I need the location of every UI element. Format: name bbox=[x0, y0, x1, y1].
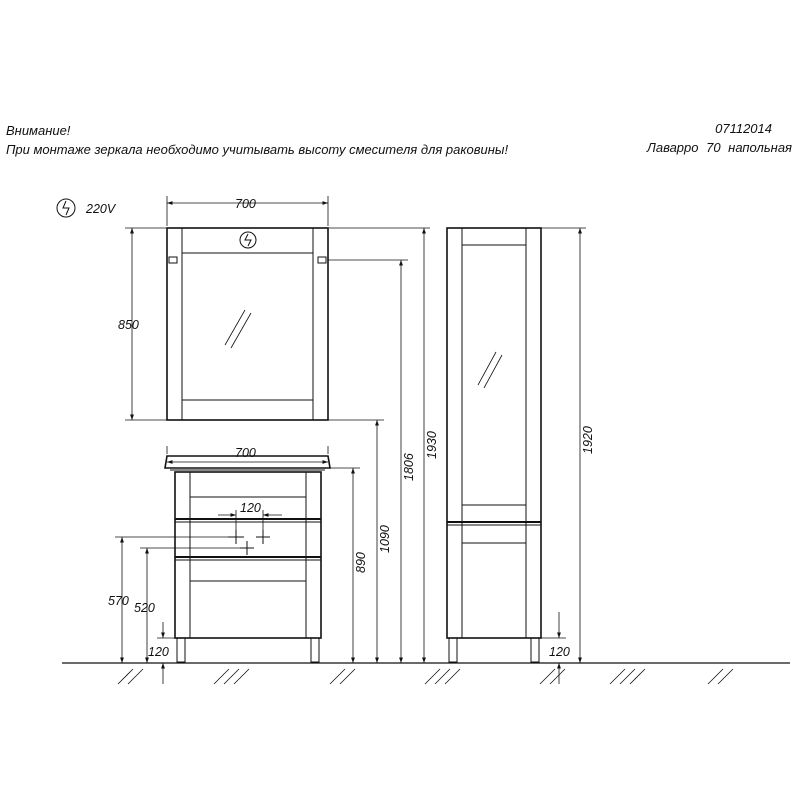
dim-outlet-570: 570 bbox=[108, 594, 129, 608]
vanity-cabinet bbox=[165, 456, 330, 662]
dim-basin-top: 1090 bbox=[378, 525, 392, 553]
dim-legs-cabinet: 120 bbox=[148, 645, 169, 659]
dim-legs-column: 120 bbox=[549, 645, 570, 659]
doc-code: 07112014 bbox=[715, 121, 772, 136]
column-cabinet bbox=[447, 228, 541, 662]
dim-mirror-width: 700 bbox=[235, 197, 256, 211]
warning-title: Внимание! bbox=[6, 123, 71, 138]
dim-outlet-520: 520 bbox=[134, 601, 155, 615]
dim-tap-spacing: 120 bbox=[240, 501, 261, 515]
mirror bbox=[167, 228, 328, 420]
dim-cabinet-height: 890 bbox=[354, 552, 368, 573]
dim-mirror-height: 850 bbox=[118, 318, 139, 332]
power-label: 220V bbox=[86, 202, 116, 216]
power-socket-icon bbox=[57, 199, 75, 217]
floor-hatching bbox=[118, 669, 733, 684]
dim-column-height: 1920 bbox=[581, 426, 595, 454]
dim-mirror-top: 1930 bbox=[425, 431, 439, 459]
dim-basin-width: 700 bbox=[235, 446, 256, 460]
dim-mirror-bottom: 1806 bbox=[402, 453, 416, 481]
warning-text: При монтаже зеркала необходимо учитывать высоту смесителя для раковины! bbox=[6, 142, 509, 157]
model-name: Лаварро 70 напольная bbox=[646, 140, 792, 155]
